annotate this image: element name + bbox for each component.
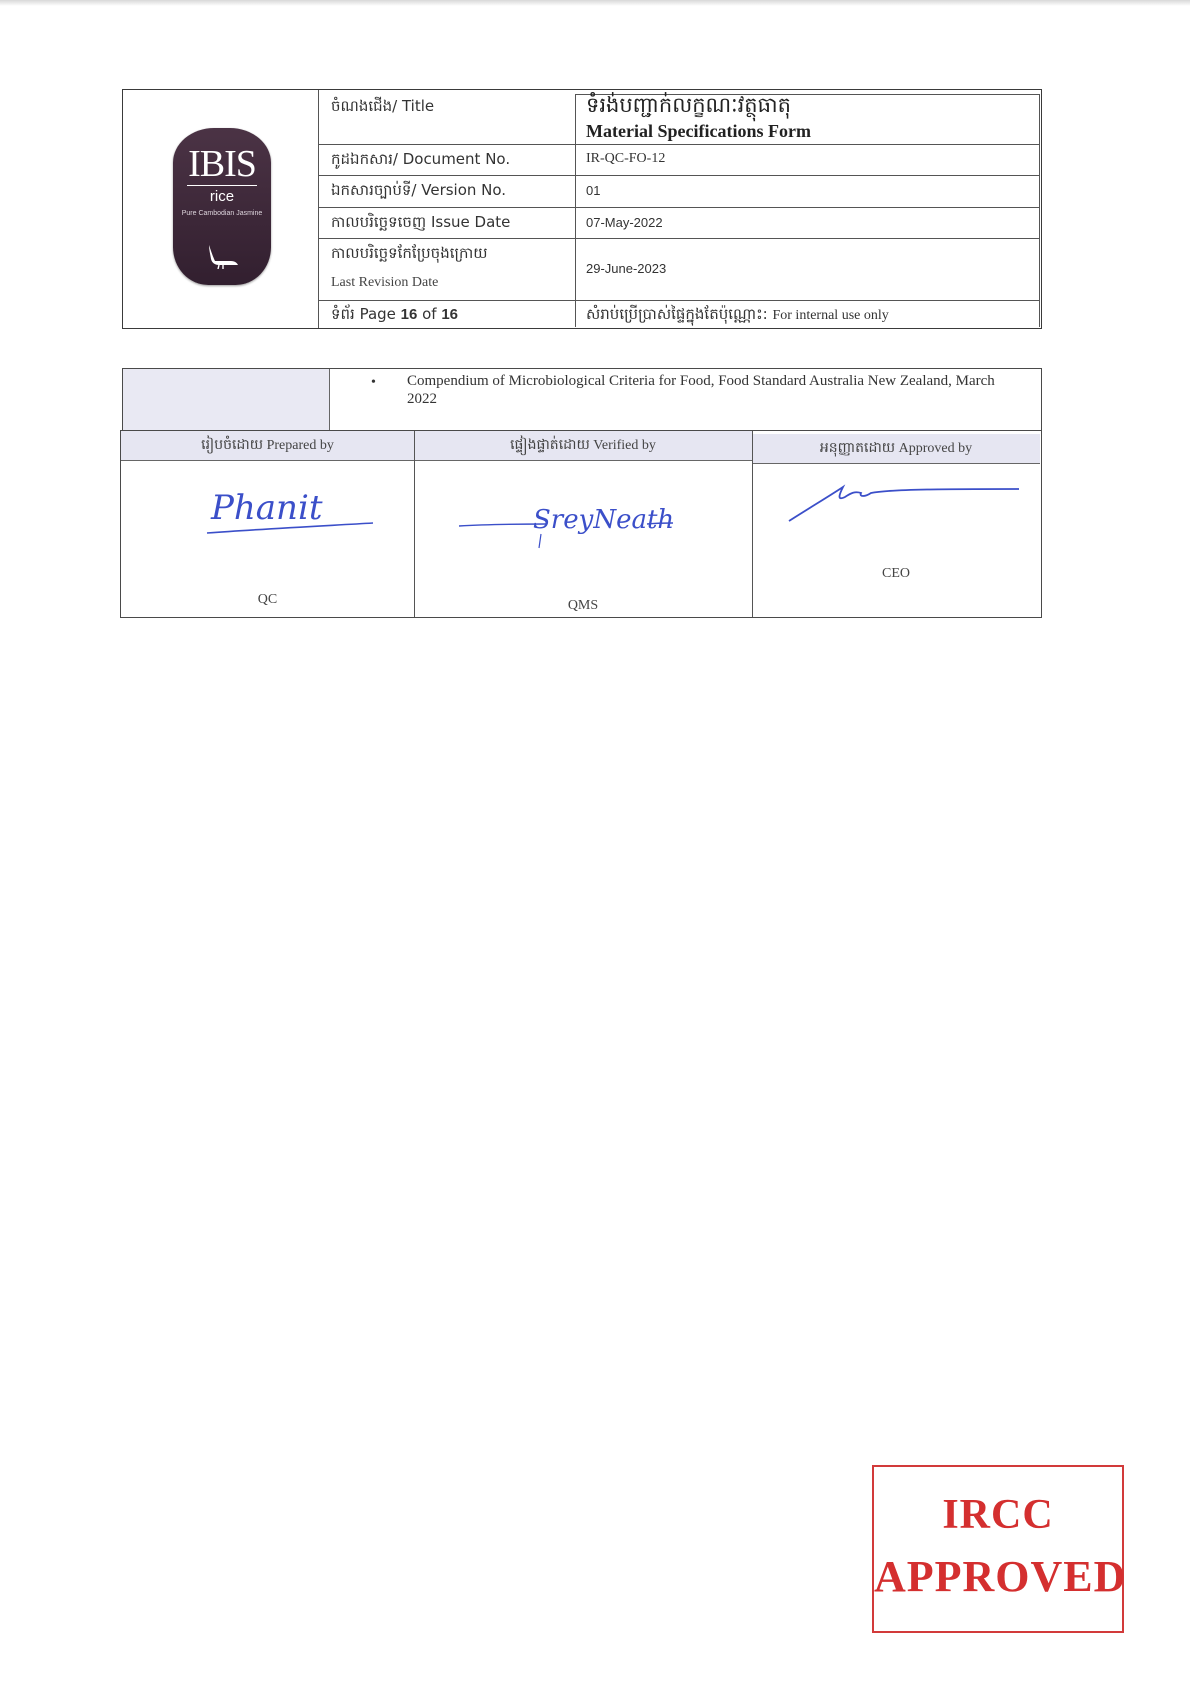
- logo-rule: [187, 185, 257, 186]
- prepared-by-header: រៀបចំដោយ Prepared by: [121, 431, 414, 461]
- logo-brand: IBIS: [188, 143, 256, 185]
- reference-row: [122, 368, 1042, 431]
- row-line: [575, 144, 1039, 145]
- revision-label-en: Last Revision Date: [331, 275, 439, 290]
- row-line: [318, 144, 575, 145]
- approval-table: [120, 430, 1042, 618]
- internal-use-en: For internal use only: [772, 308, 889, 323]
- issue-date-value: 07-May-2022: [586, 215, 663, 230]
- approved-by-header: អនុញ្ញាតដោយ Approved by: [752, 434, 1040, 464]
- page-of: of: [417, 305, 442, 323]
- form-title: [586, 92, 811, 142]
- column-divider: [752, 431, 753, 617]
- svg-text:Phanit: Phanit: [211, 488, 323, 528]
- doc-no-value: IR-QC-FO-12: [586, 151, 666, 166]
- row-line: [318, 207, 575, 208]
- page-prefix: ទំព័រ Page: [331, 305, 401, 323]
- row-line: [575, 175, 1039, 176]
- row-line: [318, 238, 575, 239]
- ircc-approved-stamp: [872, 1465, 1127, 1633]
- verified-by-signature: [451, 486, 681, 566]
- logo-tagline: Pure Cambodian Jasmine: [181, 210, 263, 217]
- row-line: [575, 207, 1039, 208]
- verified-by-role: QMS: [567, 598, 599, 613]
- prepared-by-signature: [201, 479, 381, 549]
- stamp-line-1: IRCC: [942, 1492, 1054, 1538]
- column-divider: [414, 431, 415, 617]
- logo-sub: rice: [209, 188, 235, 205]
- ibis-rice-logo: [173, 128, 271, 285]
- header-divider: [318, 90, 319, 328]
- revision-label-km: កាលបរិច្ឆេទកែប្រែចុងក្រោយ: [331, 244, 488, 262]
- bullet-icon: •: [371, 375, 376, 390]
- svg-text:SreyNeath: SreyNeath: [533, 505, 675, 535]
- page-current: 16: [400, 306, 418, 323]
- page-total: 16: [441, 306, 459, 323]
- row-line: [318, 175, 575, 176]
- ibis-bird-icon: [205, 241, 239, 269]
- version-value: 01: [586, 183, 601, 198]
- approved-by-role: CEO: [882, 566, 910, 581]
- revision-date-value: 29-June-2023: [586, 261, 667, 276]
- row-line: [575, 300, 1039, 301]
- prepared-by-role: QC: [257, 592, 278, 607]
- stamp-line-2: APPROVED: [874, 1552, 1127, 1601]
- scan-edge: [0, 0, 1190, 6]
- page-indicator: [331, 305, 458, 327]
- reference-text: Compendium of Microbiological Criteria for Food, Food Standard Australia New Zealand, March 2022: [407, 373, 995, 407]
- internal-use-km: សំរាប់ប្រើប្រាស់ផ្ទៃក្នុងតែប៉ុណ្ណោះ:: [586, 305, 773, 323]
- verified-by-header: ផ្ទៀងផ្ទាត់ដោយ Verified by: [414, 431, 752, 461]
- value-column-line: [575, 94, 576, 327]
- approved-by-signature: [781, 471, 1031, 531]
- doc-no-label: កូដឯកសារ/ Document No.: [331, 150, 511, 168]
- reference-shaded-cell: [123, 369, 330, 430]
- form-title-km: ទំរង់បញ្ជាក់លក្ខណៈវត្ថុធាតុ: [586, 93, 791, 117]
- form-title-en: Material Specifications Form: [586, 121, 811, 141]
- document-header: [122, 89, 1042, 329]
- title-label: ចំណងជើង/ Title: [331, 97, 435, 115]
- row-line: [318, 300, 575, 301]
- issue-date-label: កាលបរិច្ឆេទចេញ Issue Date: [331, 213, 511, 231]
- value-box-right: [1039, 94, 1040, 327]
- row-line: [575, 238, 1039, 239]
- internal-use-note: [586, 305, 889, 327]
- version-label: ឯកសារច្បាប់ទី/ Version No.: [331, 181, 507, 199]
